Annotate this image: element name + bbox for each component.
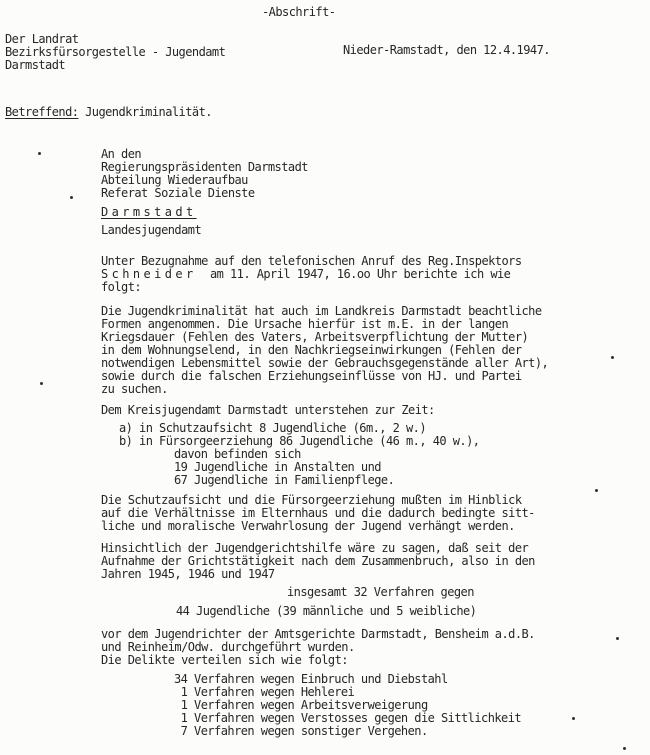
para5-line-3: Die Delikte verteilen sich wie folgt: [101,653,348,667]
scan-speck [40,382,43,385]
scan-speck [616,637,619,640]
intro-name: Schneider [101,267,197,281]
list-item-b-sub-1: davon befinden sich [174,447,301,461]
recipient-line-3: Abteilung Wiederaufbau [101,173,248,187]
para1-line-7: zu suchen. [101,382,168,396]
subject-text: Jugendkriminalität. [85,105,212,119]
para3-line-1: Die Schutzaufsicht und die Fürsorgeerziehung mußten im Hinblick [101,493,522,507]
para1-line-4: in dem Wohnungselend, in den Nachkriegseinwirkungen (Fehlen der [101,343,522,357]
place-date: Nieder-Ramstadt, den 12.4.1947. [343,43,550,57]
offence-item-3: 1 Verfahren wegen Arbeitsverweigerung [174,698,428,712]
total-juveniles: 44 Jugendliche (39 männliche und 5 weibliche) [176,604,477,618]
para4-line-1: Hinsichtlich der Jugendgerichtshilfe wäre zu sagen, daß seit der [101,541,529,555]
intro-line-2-rest: am 11. April 1947, 16.oo Uhr berichte ich wie [209,267,511,281]
para5-line-1: vor dem Jugendrichter der Amtsgerichte Darmstadt, Bensheim a.d.B. [101,627,535,641]
scan-speck [70,196,73,199]
sender-line-1: Der Landrat [5,32,79,46]
total-proceedings: insgesamt 32 Verfahren gegen [287,585,474,599]
intro-line-1: Unter Bezugnahme auf den telefonischen Anruf des Reg.Inspektors [101,254,522,268]
offence-item-2: 1 Verfahren wegen Hehlerei [174,685,355,699]
para4-line-2: Aufnahme der Grichtstätigkeit nach dem Zusammenbruch, also in den [101,554,535,568]
document-title: -Abschrift- [262,5,336,19]
scan-speck [595,489,598,492]
para2-intro: Dem Kreisjugendamt Darmstadt unterstehen zur Zeit: [101,403,435,417]
list-item-b-sub-3: 67 Jugendliche in Familienpflege. [174,473,395,487]
para1-line-6: sowie durch die falschen Erziehungseinflüsse von HJ. und Partei [101,369,522,383]
subject [5,106,212,119]
scan-speck [38,152,41,155]
para1-line-2: Formen angenommen. Die Ursache hierfür ist m.E. in der langen [101,317,509,331]
list-item-b-sub-2: 19 Jugendliche in Anstalten und [174,460,381,474]
para4-line-3: Jahren 1945, 1946 und 1947 [101,567,275,581]
recipient-line-2: Regierungspräsidenten Darmstadt [101,160,308,174]
recipient-line-1: An den [101,147,142,161]
sender-line-2: Bezirksfürsorgestelle - Jugendamt [5,45,226,59]
para5-line-2: und Reinheim/Odw. durchgeführt wurden. [101,640,355,654]
para1-line-5: notwendigen Lebensmittel sowie der Gebrauchsgegenstände aller Art), [101,356,549,370]
subject-label: Betreffend: [5,105,79,119]
recipient-line-4: Referat Soziale Dienste [101,186,255,200]
offence-item-1: 34 Verfahren wegen Einbruch und Diebstahl [174,672,448,686]
para1-line-3: Kriegsdauer (Fehlen des Vaters, Arbeitsverpflichtung der Mutter) [101,330,529,344]
intro-line-2 [101,268,510,281]
scan-speck [572,717,575,720]
para3-line-2: auf die Verhältnisse im Elternhaus und die dadurch bedingte sitt- [101,506,535,520]
recipient-city: Darmstadt [101,205,197,219]
sender-line-3: Darmstadt [5,58,66,72]
recipient-line-6: Landesjugendamt [101,223,202,237]
scan-speck [611,356,614,359]
intro-line-3: folgt: [101,280,142,294]
para1-line-1: Die Jugendkriminalität hat auch im Landkreis Darmstadt beachtliche [101,304,542,318]
scan-speck [623,747,626,750]
list-item-a: a) in Schutzaufsicht 8 Jugendliche (6m., 2 w.) [119,421,427,435]
para3-line-3: liche und moralische Verwahrlosung der Jugend verhängt werden. [101,519,515,533]
offence-item-5: 7 Verfahren wegen sonstiger Vergehen. [174,724,428,738]
offence-item-4: 1 Verfahren wegen Verstosses gegen die Sittlichkeit [174,711,522,725]
list-item-b: b) in Fürsorgeerziehung 86 Jugendliche (46 m., 40 w.), [119,434,480,448]
